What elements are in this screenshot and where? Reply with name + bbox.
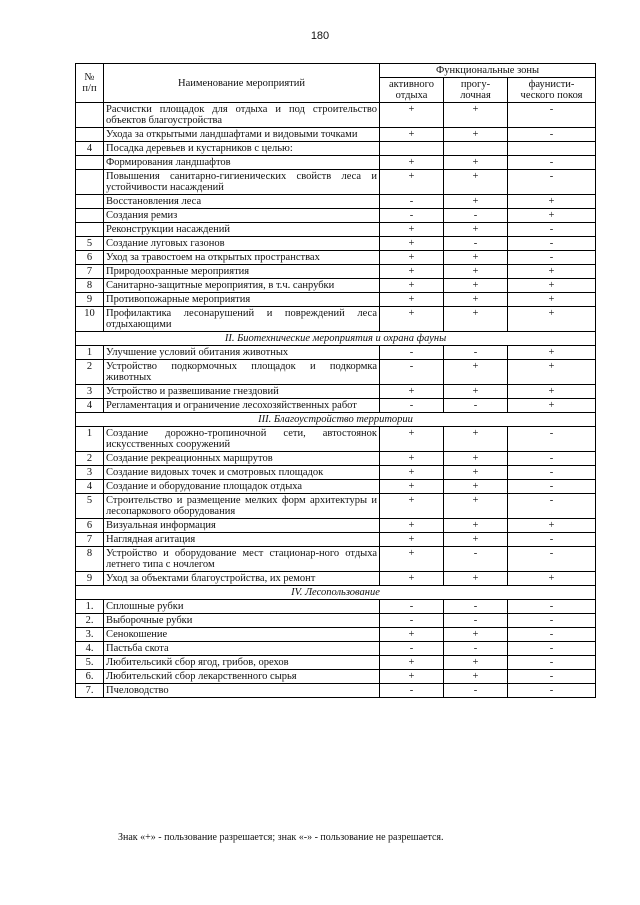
row-number: 6 xyxy=(76,519,104,533)
row-number: 2 xyxy=(76,452,104,466)
mark-fauna-zone: - xyxy=(508,237,596,251)
mark-active-zone: + xyxy=(380,293,444,307)
row-number: 8 xyxy=(76,279,104,293)
row-number xyxy=(76,103,104,128)
table-row xyxy=(76,684,596,698)
mark-fauna-zone: + xyxy=(508,519,596,533)
mark-active-zone: + xyxy=(380,156,444,170)
row-name: Расчистки площадок для отдыха и под строительство объектов благоустройства xyxy=(104,103,380,128)
mark-walking-zone: - xyxy=(444,209,508,223)
mark-walking-zone: + xyxy=(444,128,508,142)
row-number: 6 xyxy=(76,251,104,265)
row-number: 9 xyxy=(76,293,104,307)
mark-fauna-zone: - xyxy=(508,480,596,494)
mark-active-zone: + xyxy=(380,223,444,237)
table-row xyxy=(76,533,596,547)
row-number: 4 xyxy=(76,480,104,494)
header-zone-fauna: фаунисти- ческого покоя xyxy=(508,78,596,103)
mark-active-zone: - xyxy=(380,360,444,385)
table-row xyxy=(76,480,596,494)
mark-fauna-zone: + xyxy=(508,307,596,332)
row-number: 4 xyxy=(76,399,104,413)
table-row xyxy=(76,237,596,251)
row-name: Посадка деревьев и кустарников с целью: xyxy=(104,142,380,156)
mark-active-zone: - xyxy=(380,684,444,698)
row-name: Создание и оборудование площадок отдыха xyxy=(104,480,380,494)
mark-walking-zone: + xyxy=(444,360,508,385)
table-row xyxy=(76,600,596,614)
header-num: № п/п xyxy=(76,64,104,103)
mark-active-zone: - xyxy=(380,195,444,209)
mark-walking-zone: - xyxy=(444,600,508,614)
table-row xyxy=(76,572,596,586)
table-row xyxy=(76,209,596,223)
row-number: 2 xyxy=(76,360,104,385)
mark-active-zone: - xyxy=(380,209,444,223)
mark-active-zone: + xyxy=(380,572,444,586)
row-number: 2. xyxy=(76,614,104,628)
row-number: 7 xyxy=(76,265,104,279)
table-row xyxy=(76,279,596,293)
table-row xyxy=(76,656,596,670)
mark-active-zone: + xyxy=(380,494,444,519)
row-name: Любительский сбор лекарственного сырья xyxy=(104,670,380,684)
row-number: 7 xyxy=(76,533,104,547)
mark-walking-zone: + xyxy=(444,494,508,519)
row-name: Любительсикй сбор ягод, грибов, орехов xyxy=(104,656,380,670)
row-number: 1 xyxy=(76,346,104,360)
mark-active-zone: + xyxy=(380,251,444,265)
row-name: Уход за объектами благоустройства, их ремонт xyxy=(104,572,380,586)
mark-fauna-zone: - xyxy=(508,466,596,480)
row-name: Улучшение условий обитания животных xyxy=(104,346,380,360)
row-number: 4 xyxy=(76,142,104,156)
mark-walking-zone: - xyxy=(444,547,508,572)
mark-walking-zone: - xyxy=(444,614,508,628)
table-row xyxy=(76,519,596,533)
mark-fauna-zone: - xyxy=(508,103,596,128)
row-number: 5 xyxy=(76,494,104,519)
table-row xyxy=(76,142,596,156)
mark-fauna-zone: + xyxy=(508,346,596,360)
mark-fauna-zone: + xyxy=(508,195,596,209)
mark-active-zone: + xyxy=(380,307,444,332)
mark-active-zone: + xyxy=(380,547,444,572)
header-name: Наименование мероприятий xyxy=(104,64,380,103)
mark-fauna-zone: - xyxy=(508,547,596,572)
mark-fauna-zone: + xyxy=(508,399,596,413)
header-zones-group: Функциональные зоны xyxy=(380,64,596,78)
mark-walking-zone: + xyxy=(444,170,508,195)
row-name: Создание луговых газонов xyxy=(104,237,380,251)
mark-walking-zone: + xyxy=(444,156,508,170)
mark-active-zone: + xyxy=(380,128,444,142)
mark-fauna-zone: - xyxy=(508,170,596,195)
mark-active-zone: + xyxy=(380,670,444,684)
mark-fauna-zone: + xyxy=(508,360,596,385)
mark-active-zone: - xyxy=(380,642,444,656)
mark-fauna-zone: - xyxy=(508,156,596,170)
mark-fauna-zone: - xyxy=(508,494,596,519)
table-row xyxy=(76,628,596,642)
section-title: IV. Лесопользование xyxy=(76,586,596,600)
table-row xyxy=(76,195,596,209)
table-row xyxy=(76,385,596,399)
mark-fauna-zone: - xyxy=(508,533,596,547)
row-number: 4. xyxy=(76,642,104,656)
row-number: 6. xyxy=(76,670,104,684)
row-name: Создание дорожно-тропиночной сети, автостоянок искусственных сооружений xyxy=(104,427,380,452)
mark-active-zone: + xyxy=(380,279,444,293)
row-number xyxy=(76,223,104,237)
row-number: 10 xyxy=(76,307,104,332)
row-name: Пчеловодство xyxy=(104,684,380,698)
mark-walking-zone: + xyxy=(444,385,508,399)
row-number xyxy=(76,128,104,142)
row-name: Санитарно-защитные мероприятия, в т.ч. санрубки xyxy=(104,279,380,293)
mark-walking-zone: + xyxy=(444,251,508,265)
mark-active-zone: + xyxy=(380,533,444,547)
mark-active-zone: + xyxy=(380,265,444,279)
table-row xyxy=(76,670,596,684)
row-name: Повышения санитарно-гигиенических свойств леса и устойчивости насаждений xyxy=(104,170,380,195)
mark-walking-zone: - xyxy=(444,684,508,698)
section-row xyxy=(76,586,596,600)
row-number xyxy=(76,195,104,209)
row-name: Природоохранные мероприятия xyxy=(104,265,380,279)
mark-fauna-zone: + xyxy=(508,572,596,586)
mark-fauna-zone: + xyxy=(508,385,596,399)
mark-walking-zone: + xyxy=(444,293,508,307)
footnote: Знак «+» - пользование разрешается; знак «-» - пользование не разрешается. xyxy=(118,832,444,843)
mark-walking-zone: + xyxy=(444,265,508,279)
mark-fauna-zone: + xyxy=(508,209,596,223)
row-number xyxy=(76,170,104,195)
mark-fauna-zone: - xyxy=(508,251,596,265)
row-name: Строительство и размещение мелких форм архитектуры и лесопаркового оборудования xyxy=(104,494,380,519)
table-header-row xyxy=(76,64,596,78)
mark-walking-zone: + xyxy=(444,103,508,128)
table-row xyxy=(76,642,596,656)
row-name: Уход за травостоем на открытых пространствах xyxy=(104,251,380,265)
mark-fauna-zone: - xyxy=(508,600,596,614)
row-number: 3 xyxy=(76,466,104,480)
mark-active-zone: - xyxy=(380,346,444,360)
mark-fauna-zone xyxy=(508,142,596,156)
table-row xyxy=(76,128,596,142)
row-name: Профилактика лесонарушений и повреждений леса отдыхающими xyxy=(104,307,380,332)
table-row xyxy=(76,307,596,332)
row-name: Устройство подкормочных площадок и подкормка животных xyxy=(104,360,380,385)
mark-walking-zone: + xyxy=(444,279,508,293)
table-row xyxy=(76,265,596,279)
mark-walking-zone: + xyxy=(444,670,508,684)
mark-walking-zone xyxy=(444,142,508,156)
row-number: 3 xyxy=(76,385,104,399)
mark-walking-zone: + xyxy=(444,452,508,466)
mark-walking-zone: + xyxy=(444,519,508,533)
row-number: 5 xyxy=(76,237,104,251)
mark-active-zone: + xyxy=(380,237,444,251)
row-number: 1. xyxy=(76,600,104,614)
section-title: II. Биотехнические мероприятия и охрана фауны xyxy=(76,332,596,346)
mark-fauna-zone: - xyxy=(508,452,596,466)
row-name: Сплошные рубки xyxy=(104,600,380,614)
mark-fauna-zone: - xyxy=(508,614,596,628)
row-number: 3. xyxy=(76,628,104,642)
table-row xyxy=(76,293,596,307)
table-row xyxy=(76,466,596,480)
mark-fauna-zone: - xyxy=(508,670,596,684)
row-name: Сенокошение xyxy=(104,628,380,642)
mark-walking-zone: + xyxy=(444,480,508,494)
table-row xyxy=(76,427,596,452)
mark-active-zone: - xyxy=(380,614,444,628)
table-row xyxy=(76,494,596,519)
row-number xyxy=(76,156,104,170)
mark-walking-zone: + xyxy=(444,427,508,452)
table-row xyxy=(76,346,596,360)
mark-active-zone xyxy=(380,142,444,156)
row-name: Регламентация и ограничение лесохозяйственных работ xyxy=(104,399,380,413)
table-row xyxy=(76,399,596,413)
table-row xyxy=(76,156,596,170)
row-number: 7. xyxy=(76,684,104,698)
mark-fauna-zone: - xyxy=(508,684,596,698)
table-row xyxy=(76,614,596,628)
mark-fauna-zone: + xyxy=(508,293,596,307)
mark-active-zone: + xyxy=(380,452,444,466)
table-row xyxy=(76,251,596,265)
mark-fauna-zone: - xyxy=(508,642,596,656)
row-number: 8 xyxy=(76,547,104,572)
mark-fauna-zone: - xyxy=(508,656,596,670)
measures-table xyxy=(75,63,596,698)
mark-walking-zone: - xyxy=(444,237,508,251)
table-row xyxy=(76,223,596,237)
mark-walking-zone: + xyxy=(444,628,508,642)
mark-active-zone: + xyxy=(380,466,444,480)
mark-walking-zone: - xyxy=(444,346,508,360)
row-number: 5. xyxy=(76,656,104,670)
mark-fauna-zone: - xyxy=(508,128,596,142)
mark-walking-zone: + xyxy=(444,533,508,547)
table-row xyxy=(76,103,596,128)
row-name: Визуальная информация xyxy=(104,519,380,533)
mark-active-zone: - xyxy=(380,600,444,614)
mark-active-zone: + xyxy=(380,628,444,642)
table-row xyxy=(76,547,596,572)
row-name: Устройство и развешивание гнездовий xyxy=(104,385,380,399)
mark-active-zone: + xyxy=(380,170,444,195)
mark-active-zone: + xyxy=(380,480,444,494)
mark-fauna-zone: - xyxy=(508,628,596,642)
mark-walking-zone: + xyxy=(444,656,508,670)
mark-walking-zone: - xyxy=(444,399,508,413)
mark-walking-zone: + xyxy=(444,307,508,332)
mark-walking-zone: - xyxy=(444,642,508,656)
mark-active-zone: + xyxy=(380,519,444,533)
mark-active-zone: + xyxy=(380,656,444,670)
row-name: Ухода за открытыми ландшафтами и видовыми точками xyxy=(104,128,380,142)
mark-active-zone: + xyxy=(380,385,444,399)
section-title: III. Благоустройство территории xyxy=(76,413,596,427)
section-row xyxy=(76,413,596,427)
row-number: 1 xyxy=(76,427,104,452)
header-zone-walking: прогу- лочная xyxy=(444,78,508,103)
row-name: Реконструкции насаждений xyxy=(104,223,380,237)
table-row xyxy=(76,452,596,466)
row-number: 9 xyxy=(76,572,104,586)
table-body xyxy=(76,103,596,698)
row-name: Формирования ландшафтов xyxy=(104,156,380,170)
mark-active-zone: + xyxy=(380,103,444,128)
mark-active-zone: - xyxy=(380,399,444,413)
header-zone-active: активного отдыха xyxy=(380,78,444,103)
mark-walking-zone: + xyxy=(444,195,508,209)
table-row xyxy=(76,360,596,385)
row-name: Устройство и оборудование мест стационар-ного отдыха летнего типа с ночлегом xyxy=(104,547,380,572)
row-name: Пастьба скота xyxy=(104,642,380,656)
row-name: Наглядная агитация xyxy=(104,533,380,547)
mark-fauna-zone: - xyxy=(508,223,596,237)
mark-fauna-zone: + xyxy=(508,279,596,293)
mark-active-zone: + xyxy=(380,427,444,452)
row-number xyxy=(76,209,104,223)
mark-fauna-zone: - xyxy=(508,427,596,452)
row-name: Создание рекреационных маршрутов xyxy=(104,452,380,466)
row-name: Создание видовых точек и смотровых площадок xyxy=(104,466,380,480)
mark-walking-zone: + xyxy=(444,466,508,480)
table-row xyxy=(76,170,596,195)
mark-walking-zone: + xyxy=(444,223,508,237)
row-name: Создания ремиз xyxy=(104,209,380,223)
page-number: 180 xyxy=(310,30,330,42)
row-name: Противопожарные мероприятия xyxy=(104,293,380,307)
mark-walking-zone: + xyxy=(444,572,508,586)
mark-fauna-zone: + xyxy=(508,265,596,279)
section-row xyxy=(76,332,596,346)
row-name: Выборочные рубки xyxy=(104,614,380,628)
row-name: Восстановления леса xyxy=(104,195,380,209)
